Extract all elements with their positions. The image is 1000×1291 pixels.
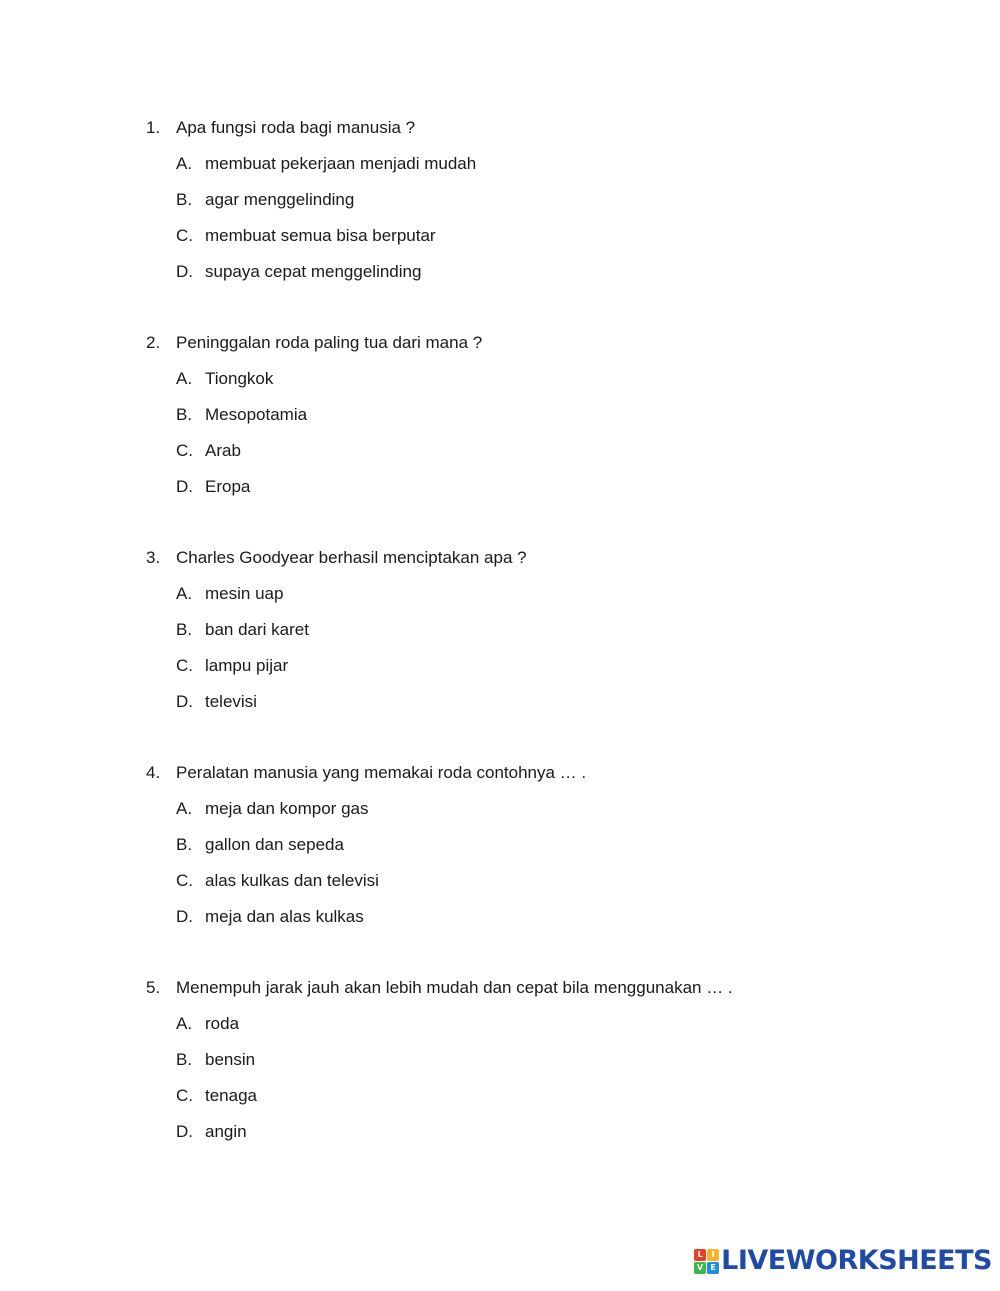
logo-mark-cell: L	[694, 1249, 706, 1261]
option-text: Eropa	[205, 477, 251, 496]
option-letter: D.	[176, 692, 193, 711]
option-text: ban dari karet	[205, 620, 309, 639]
option-letter: C.	[176, 226, 193, 245]
option-letter: A.	[176, 584, 193, 603]
option-text: lampu pijar	[205, 656, 289, 675]
answer-option[interactable]	[176, 1084, 946, 1120]
question-number: 3.	[146, 548, 161, 567]
answer-option[interactable]	[176, 797, 946, 833]
answer-option[interactable]	[176, 367, 946, 403]
option-letter: B.	[176, 190, 193, 209]
option-text: membuat semua bisa berputar	[205, 226, 436, 245]
option-text: supaya cepat menggelinding	[205, 262, 422, 281]
question-row	[146, 331, 946, 367]
answer-option[interactable]	[176, 403, 946, 439]
option-text: Mesopotamia	[205, 405, 308, 424]
question-text: Peralatan manusia yang memakai roda contohnya … .	[176, 763, 587, 782]
logo-text: LIVEWORKSHEETS	[721, 1245, 992, 1276]
question-4	[146, 761, 946, 941]
question-row	[146, 546, 946, 582]
answer-option[interactable]	[176, 1012, 946, 1048]
option-letter: D.	[176, 262, 193, 281]
option-text: Tiongkok	[205, 369, 274, 388]
question-text: Apa fungsi roda bagi manusia ?	[176, 118, 416, 137]
answer-option[interactable]	[176, 224, 946, 260]
liveworksheets-logo-icon	[694, 1249, 719, 1274]
option-text: Arab	[205, 441, 241, 460]
option-letter: B.	[176, 835, 193, 854]
answer-option[interactable]	[176, 690, 946, 726]
option-letter: D.	[176, 1122, 193, 1141]
question-text: Peninggalan roda paling tua dari mana ?	[176, 333, 483, 352]
question-3	[146, 546, 946, 726]
question-row	[146, 761, 946, 797]
answer-option[interactable]	[176, 260, 946, 296]
answer-option[interactable]	[176, 618, 946, 654]
answer-options	[146, 582, 946, 726]
option-text: gallon dan sepeda	[205, 835, 344, 854]
question-5	[146, 976, 946, 1156]
answer-option[interactable]	[176, 152, 946, 188]
logo-mark-cell: E	[707, 1262, 719, 1274]
answer-option[interactable]	[176, 582, 946, 618]
answer-options	[146, 1012, 946, 1156]
question-text: Menempuh jarak jauh akan lebih mudah dan cepat bila menggunakan … .	[176, 978, 733, 997]
question-number: 1.	[146, 118, 161, 137]
option-text: televisi	[205, 692, 257, 711]
option-text: alas kulkas dan televisi	[205, 871, 379, 890]
option-text: angin	[205, 1122, 247, 1141]
question-text: Charles Goodyear berhasil menciptakan apa ?	[176, 548, 527, 567]
answer-options	[146, 797, 946, 941]
option-text: mesin uap	[205, 584, 284, 603]
answer-option[interactable]	[176, 439, 946, 475]
answer-option[interactable]	[176, 905, 946, 941]
option-text: tenaga	[205, 1086, 257, 1105]
answer-option[interactable]	[176, 869, 946, 905]
question-1	[146, 116, 946, 296]
answer-option[interactable]	[176, 1120, 946, 1156]
option-letter: B.	[176, 620, 193, 639]
question-number: 2.	[146, 333, 161, 352]
option-letter: A.	[176, 1014, 193, 1033]
option-letter: D.	[176, 477, 193, 496]
option-letter: C.	[176, 1086, 193, 1105]
option-letter: B.	[176, 1050, 193, 1069]
option-letter: C.	[176, 656, 193, 675]
quiz-list	[146, 116, 946, 1191]
option-letter: A.	[176, 369, 193, 388]
question-2	[146, 331, 946, 511]
option-letter: B.	[176, 405, 193, 424]
answer-option[interactable]	[176, 654, 946, 690]
option-text: bensin	[205, 1050, 256, 1069]
answer-options	[146, 367, 946, 511]
answer-option[interactable]	[176, 833, 946, 869]
question-row	[146, 976, 946, 1012]
option-letter: C.	[176, 441, 193, 460]
answer-option[interactable]	[176, 188, 946, 224]
option-text: membuat pekerjaan menjadi mudah	[205, 154, 477, 173]
answer-options	[146, 152, 946, 296]
logo-mark-cell: V	[694, 1262, 706, 1274]
option-text: meja dan kompor gas	[205, 799, 369, 818]
option-letter: A.	[176, 799, 193, 818]
option-text: roda	[205, 1014, 240, 1033]
question-number: 4.	[146, 763, 161, 782]
question-number: 5.	[146, 978, 161, 997]
answer-option[interactable]	[176, 475, 946, 511]
option-letter: D.	[176, 907, 193, 926]
liveworksheets-logo	[694, 1245, 992, 1277]
option-text: agar menggelinding	[205, 190, 355, 209]
option-text: meja dan alas kulkas	[205, 907, 364, 926]
option-letter: C.	[176, 871, 193, 890]
answer-option[interactable]	[176, 1048, 946, 1084]
question-row	[146, 116, 946, 152]
option-letter: A.	[176, 154, 193, 173]
logo-mark-cell: I	[707, 1249, 719, 1261]
